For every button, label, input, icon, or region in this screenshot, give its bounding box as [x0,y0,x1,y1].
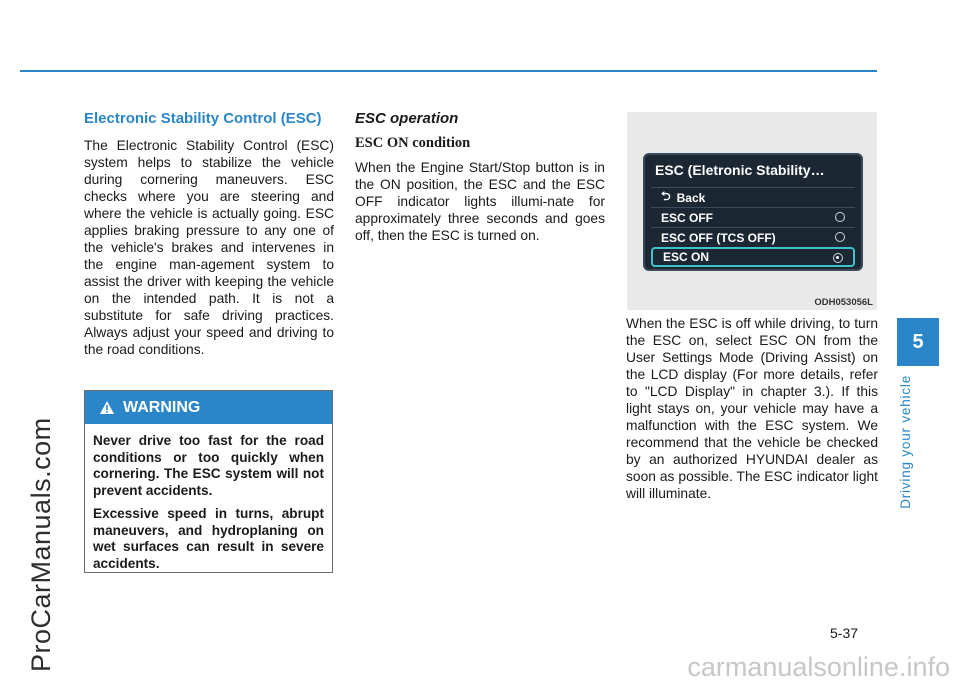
bottom-watermark: carmanualsonline.info [687,652,950,682]
esc-turn-on-body: When the ESC is off while driving, to turn the ESC on, select ESC ON from the User Settings Mode (Driving Assist) on the LCD display (For more details, refer to "LCD Display" in chapter 3.). If this light stays on, your vehicle may have a malfunction with the ESC system. We recommend that the vehicle be checked by an authorized HYUNDAI dealer as soon as possible. The ESC indicator light will illuminate. [626,316,878,501]
side-watermark: ProCarManuals.com [26,417,56,672]
lcd-back-label: Back [676,190,706,205]
chapter-tab: 5 [897,318,939,366]
image-code: ODH053056L [814,297,873,308]
back-arrow-icon: ⮌ [661,189,671,203]
lcd-option-esc-off [651,207,855,227]
chapter-title: Driving your vehicle [898,375,913,509]
warning-label: WARNING [123,398,201,416]
radio-icon [835,212,845,222]
warning-box [84,390,333,573]
lcd-option-label: ESC ON [663,250,710,264]
page-number: 5-37 [830,625,859,641]
esc-operation-section [355,110,605,244]
esc-section [84,110,334,358]
radio-selected-icon [833,253,843,263]
warning-paragraph-1: Never drive too fast for the road conditions or too quickly when cornering. The ESC system will not prevent accidents. [93,433,324,498]
lcd-option-esc-off-tcs-off [651,227,855,247]
esc-on-condition-title: ESC ON condition [355,135,471,151]
lcd-title: ESC (Eletronic Stability… [655,162,825,178]
esc-operation-title: ESC operation [355,110,459,127]
lcd-screen [643,153,863,271]
warning-paragraph-2: Excessive speed in turns, abrupt maneuvers, and hydroplaning on wet surfaces can result in severe accidents. [93,506,324,571]
lcd-back-row [651,187,855,207]
esc-on-condition-body: When the Engine Start/Stop button is in the ON position, the ESC and the ESC OFF indicator lights illumi-nate for approximately three seconds and goes off, then the ESC is turned on. [355,160,605,243]
radio-icon [835,232,845,242]
lcd-option-esc-on [651,247,855,267]
warning-icon [99,400,115,416]
esc-turn-on-section [626,315,878,502]
lcd-option-label: ESC OFF (TCS OFF) [661,230,776,245]
section-title: Electronic Stability Control (ESC) [84,110,322,127]
warning-body [85,424,332,572]
section-body: The Electronic Stability Control (ESC) system helps to stabilize the vehicle during cornering maneuvers. ESC checks where you are steering and where the vehicle is actually going. ESC applies braking pressure to any one of the vehicle's brakes and intervenes in the engine man-agement system to assist the driver with keeping the vehicle on the intended path. It is not a substitute for safe driving practices. Always adjust your speed and driving to the road conditions. [84,138,334,357]
top-rule [20,70,877,72]
lcd-illustration [627,112,877,310]
warning-header [85,391,332,424]
lcd-option-label: ESC OFF [661,210,714,225]
